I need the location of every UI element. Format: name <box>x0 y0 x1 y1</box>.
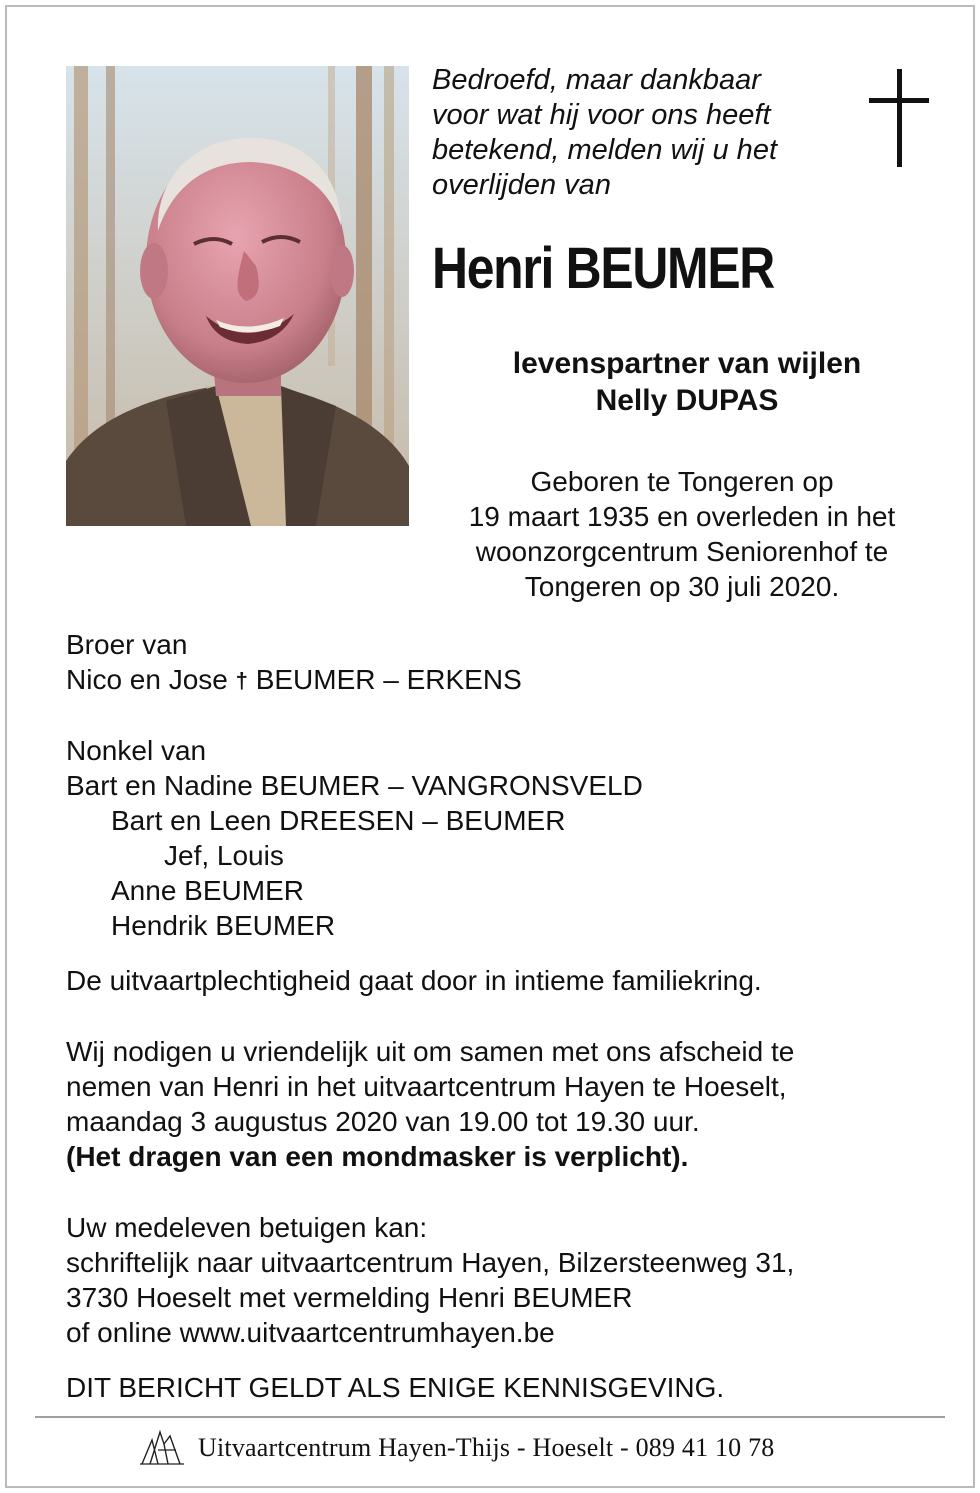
uncle-heading: Nonkel van <box>66 735 207 766</box>
footer-divider <box>35 1416 945 1418</box>
partner-text <box>427 345 947 419</box>
born-line: Geboren te Tongeren op <box>530 466 834 497</box>
condolences-line: 3730 Hoeselt met vermelding Henri BEUMER <box>66 1282 633 1313</box>
condolences-line: of online www.uitvaartcentrumhayen.be <box>66 1317 555 1348</box>
intro-line: overlijden van <box>432 169 611 201</box>
condolences-line: Uw medeleven betuigen kan: <box>66 1212 428 1243</box>
brother-heading: Broer van <box>66 629 188 660</box>
invitation-text <box>66 1034 794 1174</box>
condolences-text <box>66 1210 794 1350</box>
uncle-line: Bart en Nadine BEUMER – VANGRONSVELD <box>66 770 643 801</box>
ceremony-text <box>66 963 762 998</box>
invitation-line: maandag 3 augustus 2020 van 19.00 tot 19.30 uur. <box>66 1106 700 1137</box>
condolences-line: schriftelijk naar uitvaartcentrum Hayen, Bilzersteenweg 31, <box>66 1247 795 1278</box>
mask-notice: (Het dragen van een mondmasker is verplicht). <box>66 1141 689 1172</box>
uncle-line: Jef, Louis <box>164 840 284 871</box>
obituary-card <box>5 5 975 1488</box>
uncle-line: Bart en Leen DREESEN – BEUMER <box>111 805 566 836</box>
footer-contact: Uitvaartcentrum Hayen-Thijs - Hoeselt - 089 41 10 78 <box>198 1433 775 1462</box>
intro-line: betekend, melden wij u het <box>432 134 777 166</box>
born-line: Tongeren op 30 juli 2020. <box>524 571 840 602</box>
ceremony-line: De uitvaartplechtigheid gaat door in intieme familiekring. <box>66 965 762 996</box>
uncle-line: Hendrik BEUMER <box>111 910 336 941</box>
partner-line: levenspartner van wijlen <box>512 347 862 380</box>
brother-name-after: BEUMER – ERKENS <box>255 664 522 695</box>
uncle-line: Anne BEUMER <box>111 875 304 906</box>
birth-death-text <box>427 464 937 604</box>
brother-name-before: Nico en Jose <box>66 664 228 695</box>
invitation-line: Wij nodigen u vriendelijk uit om samen met ons afscheid te <box>66 1036 795 1067</box>
funeral-home-logo-icon <box>140 1430 184 1466</box>
deceased-name: Henri BEUMER <box>432 236 775 301</box>
cross-icon <box>869 69 929 167</box>
born-line: woonzorgcentrum Seniorenhof te <box>475 536 889 567</box>
official-notice <box>66 1370 724 1405</box>
uncle-section <box>66 733 643 943</box>
partner-name: Nelly DUPAS <box>595 384 779 417</box>
invitation-line: nemen van Henri in het uitvaartcentrum Hayen te Hoeselt, <box>66 1071 787 1102</box>
intro-line: voor wat hij voor ons heeft <box>432 99 771 131</box>
brother-names <box>66 662 522 698</box>
intro-text <box>432 63 852 203</box>
intro-line: Bedroefd, maar dankbaar <box>432 64 761 96</box>
born-line: 19 maart 1935 en overleden in het <box>468 501 896 532</box>
small-cross-icon: † <box>235 668 248 693</box>
brother-section <box>66 627 522 698</box>
portrait-photo <box>66 66 409 526</box>
notice-line: DIT BERICHT GELDT ALS ENIGE KENNISGEVING. <box>66 1372 725 1403</box>
footer <box>140 1428 774 1468</box>
